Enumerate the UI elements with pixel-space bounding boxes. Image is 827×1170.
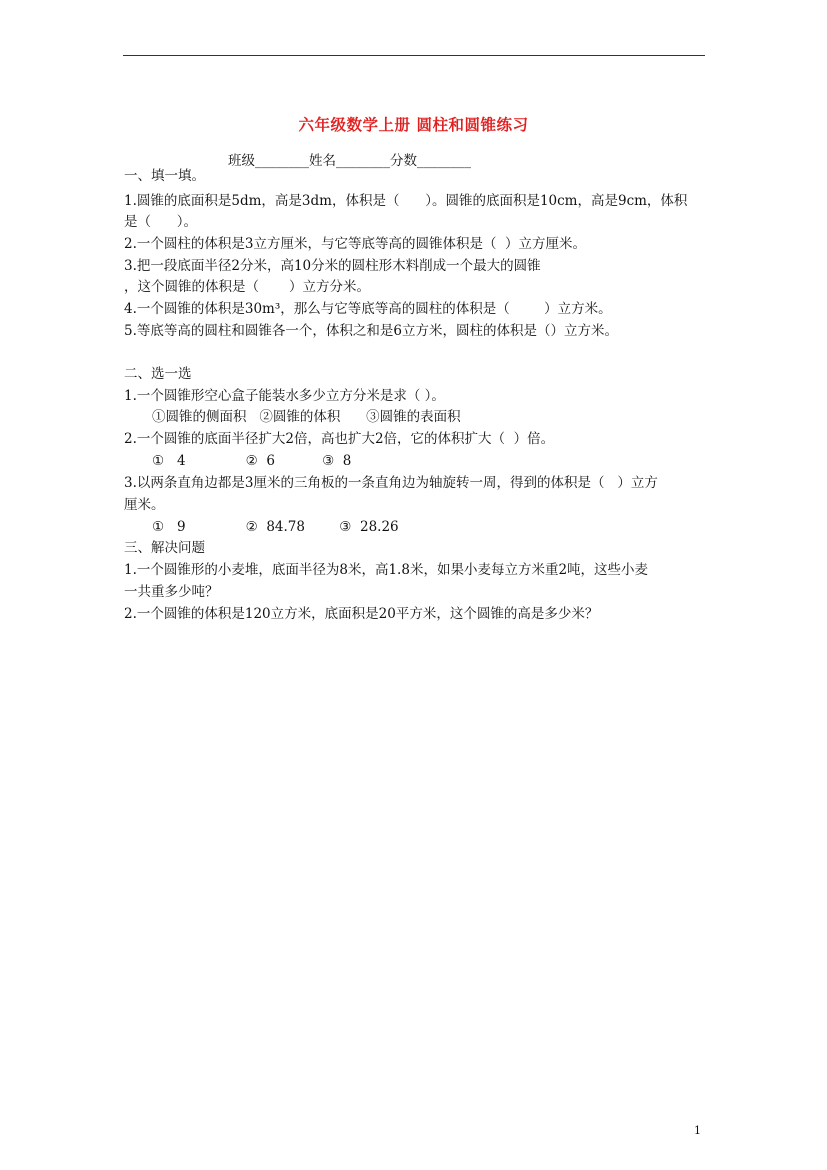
section2-q3-line1: 3.以两条直角边都是3厘米的三角板的一条直角边为轴旋转一周，得到的体积是（ ）立方 <box>124 475 658 491</box>
section1-heading: 一、填一填。 <box>124 168 205 184</box>
section3-q1-line1: 1.一个圆锥形的小麦堆，底面半径为8米，高1.8米，如果小麦每立方米重2吨，这些小麦 <box>124 562 649 578</box>
section1-line-1: 1.圆锥的底面积是5dm，高是3dm，体积是（ ）。圆锥的底面积是10cm，高是9cm，体积 <box>124 193 688 209</box>
page-title: 六年级数学上册 圆柱和圆锥练习 <box>298 115 529 134</box>
section3-heading: 三、解决问题 <box>124 540 205 556</box>
section3-q2: 2.一个圆锥的体积是120立方米，底面积是20平方米，这个圆锥的高是多少米？ <box>124 606 599 622</box>
page-number: 1 <box>694 1124 701 1137</box>
section2-heading: 二、选一选 <box>124 366 192 382</box>
section2-q1-options: ①圆锥的侧面积 ②圆锥的体积 ③圆锥的表面积 <box>152 409 461 425</box>
section1-line-2: 是（ ）。 <box>124 214 197 230</box>
section2-q2: 2.一个圆锥的底面半径扩大2倍，高也扩大2倍，它的体积扩大（ ）倍。 <box>124 431 555 447</box>
section2-q1: 1.一个圆锥形空心盒子能装水多少立方分米是求（ ）。 <box>124 388 445 404</box>
section2-q3-line2: 厘米。 <box>124 497 165 513</box>
section1-line-3: 2.一个圆柱的体积是3立方厘米，与它等底等高的圆锥体积是（ ）立方厘米。 <box>124 236 587 252</box>
section3-q1-line2: 一共重多少吨？ <box>124 584 219 600</box>
student-info-line: 班级________姓名________分数________ <box>228 153 471 169</box>
section2-q3-options: ① 9 ② 84.78 ③ 28.26 <box>152 519 399 535</box>
section1-line-6: 4.一个圆锥的体积是30m³，那么与它等底等高的圆柱的体积是（ ）立方米。 <box>124 301 612 317</box>
section1-line-5: ，这个圆锥的体积是（ ）立方分米。 <box>124 279 371 295</box>
section1-line-7: 5.等底等高的圆柱和圆锥各一个，体积之和是6立方米，圆柱的体积是（）立方米。 <box>124 323 618 339</box>
section2-q2-options: ① 4 ② 6 ③ 8 <box>152 453 352 469</box>
header-rule <box>123 55 705 56</box>
section1-line-4: 3.把一段底面半径2分米，高10分米的圆柱形木料削成一个最大的圆锥 <box>124 258 541 274</box>
